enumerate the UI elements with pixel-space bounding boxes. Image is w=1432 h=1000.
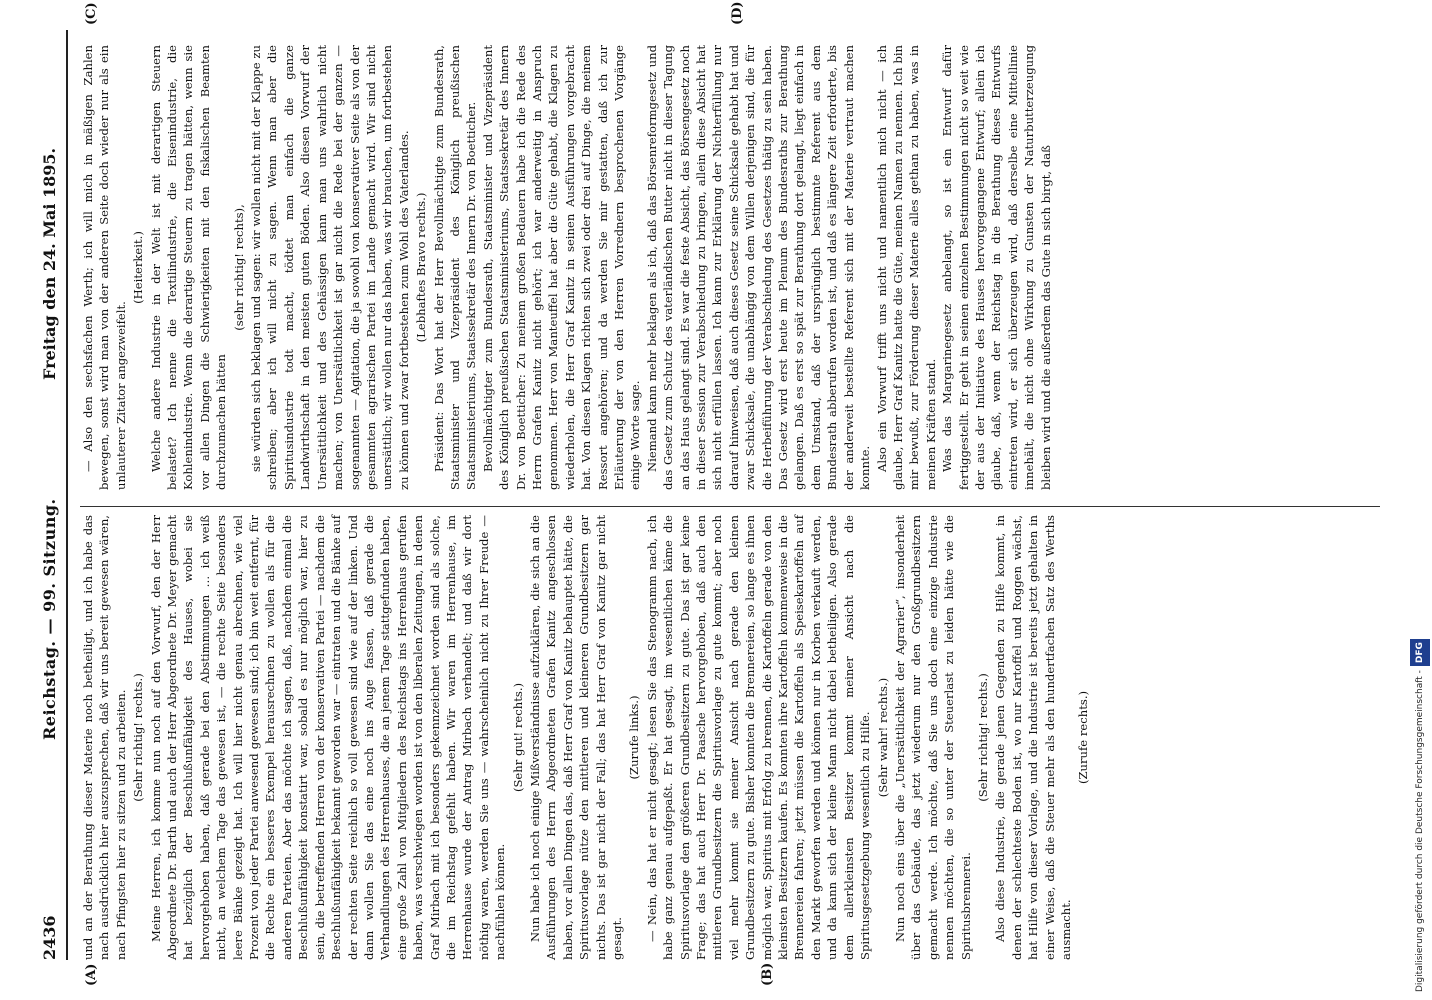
paragraph: und an der Berathung dieser Materie noch betheiligt, und ich habe das nach ausdrücklich hier auszusprechen, daß wir uns bereit gewesen wären, nach Pfingsten hier zu sitzen und zu arbeiten. [81, 515, 128, 960]
dfg-logo: DFG [1410, 639, 1430, 666]
interjection: (Sehr richtig! rechts.) [131, 673, 146, 802]
margin-marker-d: (D) [730, 1, 745, 25]
interjection: (Heiterkeit.) [131, 231, 146, 304]
paragraph: — Nein, das hat er nicht gesagt; lesen Sie das Stenogramm nach, ich habe ganz genau aufgepaßt. Er hat gesagt, im wesentlichen käme die Spiritusvorlage den größeren Grundbesitzern zu gute. Das ist gar keine Frage; das hat auch Herr Dr. Paasche hervorgehoben, daß auch den mittleren Grundbesitzern die Spiritusvorlage zu gute kommt; aber noch viel mehr kommt sie meiner Ansicht nach gerade den kleinen Grundbesitzern zu gute. Bisher konnten die Brennereien, so lange es ihnen möglich war, Spiritus mit Erfolg zu brennen, die Kartoffeln gerade von den kleinsten Besitzern kaufen. Es konnten ihre Kartoffeln kommenweise in die Brennereien fahren; jetzt müssen die Kartoffeln als Speisekartoffeln auf den Markt geworfen werden und können nur in Korben verkauft werden, und da kann sich der kleine Mann nicht dabei betheiligen. Also gerade dem allerkleinsten Besitzer kommt meiner Ansicht nach die Spiritusgesetzgebung wesentlich zu Hilfe. [644, 515, 873, 960]
margin-marker-c: (C) [84, 2, 99, 25]
interjection: (Sehr wahr! rechts.) [875, 677, 890, 798]
margin-marker-b: (B) [760, 962, 775, 986]
interjection: (Lebhaftes Bravo rechts.) [414, 192, 429, 343]
paragraph: Was das Margarinegesetz anbelangt, so ist ein Entwurf dafür fertiggestellt. Er geht in seinen einzelnen Bestimmungen nicht so weit wie der aus der Initiative des Hauses hervorgegangene Entwurf; allein ich glaube, daß, wenn der Reichstag in die Berathung dieses Entwurfs eintreten wird, er sich überzeugen wird, daß derselbe eine Mittellinie innehält, die nicht ohne Wirkung zu Gunsten der Naturbutterzeugung bleiben wird und die außerdem das Gute in sich birgt, daß [940, 45, 1053, 490]
page-number: 2436 [40, 915, 59, 960]
paragraph: Also ein Vorwurf trifft uns nicht und namentlich mich nicht — ich glaube, Herr Graf Kanitz hatte die Güte, meinen Namen zu nennen. Ich bin mir bewußt, zur Förderung dieser Materie alles gethan zu haben, was in meinen Kräften stand. [874, 45, 938, 490]
digitization-credit-text: Digitalisierung gefördert durch die Deutsche Forschungsgemeinschaft - [1415, 670, 1425, 992]
interjection: (Zurufe rechts.) [1076, 690, 1091, 785]
interjection: (Sehr gut! rechts.) [510, 682, 525, 793]
paragraph: Präsident: Das Wort hat der Herr Bevollmächtigte zum Bundesrath, Staatsminister und Vizepräsident des Königlich preußischen Staatsministeriums, Staatssekretär des Innern Dr. von Boetticher. [431, 45, 479, 490]
right-column [80, 45, 1054, 490]
paragraph: — Also den sechsfachen Werth; ich will mich in mäßigen Zahlen bewegen, sonst wird man von der anderen Seite doch wieder nur als ein unlauterer Zitator angezweifelt. [81, 45, 128, 490]
interjection: (Zurufe links.) [627, 695, 642, 780]
page-title: Reichstag. — 99. Sitzung. [40, 498, 59, 740]
paragraph: Nun noch eins über die „Unersättlichkeit der Agrarier“, insonderheit über das Gebäude, das jetzt wiederum nur den Großgrundbesitzern gemacht werde. Ich möchte, daß Sie uns doch eine einzige Industrie nennen möchten, die so unter der Steuerlast zu leiden hätte wie die Spiritusbrennerei. [892, 515, 973, 960]
interjection: (Sehr richtig! rechts.) [975, 673, 990, 802]
paragraph: sie würden sich beklagen und sagen: wir wollen nicht mit der Klappe zu schreiben; aber ich will nicht zu sagen. Wenn man aber die Spiritusindustrie todt macht, tödtet man einfach die ganze Landwirthschaft in den meisten guten Böden. Also diesen Vorwurf der Unersättlichkeit und des Gehässigen kann man uns wahrlich nicht machen; von Unersättlichkeit ist gar nicht die Rede bei der ganzen — sogenannten — Agitation, die ja sowohl von konservativer Seite als von der gesammten agrarischen Partei im Lande gemacht wird. Wir sind nicht unersättlich; wir wollen nur das haben, was wir brauchen, um fortbestehen zu können und zwar fortbestehen zum Wohl des Vaterlandes. [249, 45, 411, 490]
interjection: (sehr richtig! rechts), [231, 204, 246, 331]
left-column [80, 515, 1093, 960]
paragraph: Also diese Industrie, die gerade jenen Gegenden zu Hilfe kommt, in denen der schlechteste Boden ist, wo nur Kartoffel und Roggen wächst, hat Hilfe von dieser Vorlage, und die Industrie ist bereits jetzt gehalten in einer Weise, daß die Steuer mehr als den hundertfachen Satz des Werths ausmacht. [993, 515, 1073, 960]
header-rule [66, 30, 68, 960]
page-date: Freitag den 24. Mai 1895. [40, 147, 59, 380]
paragraph: Nun habe ich noch einige Mißverständnisse aufzuklären, die sich an die Ausführungen des Herrn Abgeordneten Grafen Kanitz angeschlossen haben, vor allen Dingen das, daß Herr Graf von Kanitz behauptet hätte, die Spiritusvorlage nütze den mittleren und kleineren Grundbesitzern gar nichts. Das ist gar nicht der Fall; das hat Herr Graf von Kanitz gar nicht gesagt. [527, 515, 624, 960]
paragraph: Welche andere Industrie in der Welt ist mit derartigen Steuern belastet? Ich nenne die Textilindustrie, die Eisenindustrie, die Kohlenindustrie. Wenn die derartige Steuern zu tragen hätten, wenn sie vor allen Dingen die Schwierigkeiten mit den fiskalischen Beamten durchzumachen hätten [148, 45, 229, 490]
digitization-credit [1410, 0, 1430, 1000]
paragraph: Niemand kann mehr beklagen als ich, daß das Börsenreformgesetz und das Gesetz zum Schutz des vaterländischen Butter nicht in dieser Tagung an das Haus gelangt sind. Es war die feste Absicht, das Börsengesetz noch in dieser Session zur Verabschiedung zu bringen, allein diese Absicht hat sich nicht erfüllen lassen. Ich kann zur Erklärung der Nichterfüllung nur darauf hinweisen, daß auch dieses Gesetz seine Schicksale gehabt hat und zwar Schicksale, die unabhängig von dem Willen derjenigen sind, die für die Herbeiführung der Verabschiedung des Gesetzes thätig zu sein haben. Das Gesetz wird erst heute im Plenum des Bundesraths zur Berathung gelangen. Daß es erst so spät zur Berathung dort gelangt, liegt einfach in dem Umstand, daß der ursprünglich bestimmte Referent aus dem Bundesrath abberufen worden ist, und daß es längere Zeit erforderte, bis der anderweit bestellte Referent sich mit der Materie vertraut machen konnte. [644, 45, 873, 490]
column-divider [80, 506, 1380, 507]
margin-marker-a: (A) [84, 963, 99, 986]
paragraph: Bevollmächtigter zum Bundesrath, Staatsminister und Vizepräsident des Königlich preußischen Staatsministeriums, Staatssekretär des Innern Dr. von Boetticher: Zu meinem großen Bedauern habe ich die Rede des Herrn Grafen Kanitz nicht gehört; ich war anderweitig in Anspruch genommen. Herr von Manteuffel hat aber die Güte gehabt, die Klagen zu wiederholen, die Herr Graf Kanitz in seinen Ausführungen vorgebracht hat. Von diesen Klagen richten sich zwei oder drei auf Dinge, die meinem Ressort angehören; und da werden Sie mir gestatten, daß ich zur Erläuterung der von den Herren Vorrednern besprochenen Vorgänge einige Worte sage. [480, 45, 643, 490]
paragraph: Meine Herren, ich komme nun noch auf den Vorwurf, den der Herr Abgeordnete Dr. Barth und auch der Herr Abgeordnete Dr. Meyer gemacht hat bezüglich der Beschlußunfähigkeit des Hauses, wobei sie hervorgehoben haben, daß gerade bei den Abstimmungen … ich weiß nicht, an welchem Tage das gewesen ist, — die rechte Seite besonders leere Bänke gezeigt hat. Ich will hier nicht genau abrechnen, wie viel Prozent von jeder Partei anwesend gewesen sind; ich bin weit entfernt, für die Rechte ein besseres Exempel herausrechnen zu wollen als für die anderen Parteien. Aber das möchte ich sagen, daß, nachdem einmal die Beschlußunfähigkeit konstatirt war, sobald es nur möglich war, hier zu sein, die betreffenden Herren von der konservativen Partei — nachdem die Beschlußunfähigkeit bekannt geworden war — eintraten und die Bänke auf der rechten Seite reichlich so voll gewesen sind wie auf der linken. Und dann wollen Sie das eine noch ins Auge fassen, daß gerade die Verhandlungen des Herrenhauses, die an jenem Tage stattgefunden haben, eine große Zahl von Mitgliedern des Reichstags ins Herrenhaus gerufen haben, was verschwiegen worden ist von den liberalen Zeitungen, in denen Graf Mirbach mit ich besonders gekennzeichnet worden sind als solche, die im Reichstag gefehlt haben. Wir waren im Herrenhause, im Herrenhause wurde der Antrag Mirbach verhandelt; und daß wir dort nöthig waren, werden Sie uns — wahrscheinlich nicht zu Ihrer Freude — nachfühlen können. [148, 515, 508, 960]
